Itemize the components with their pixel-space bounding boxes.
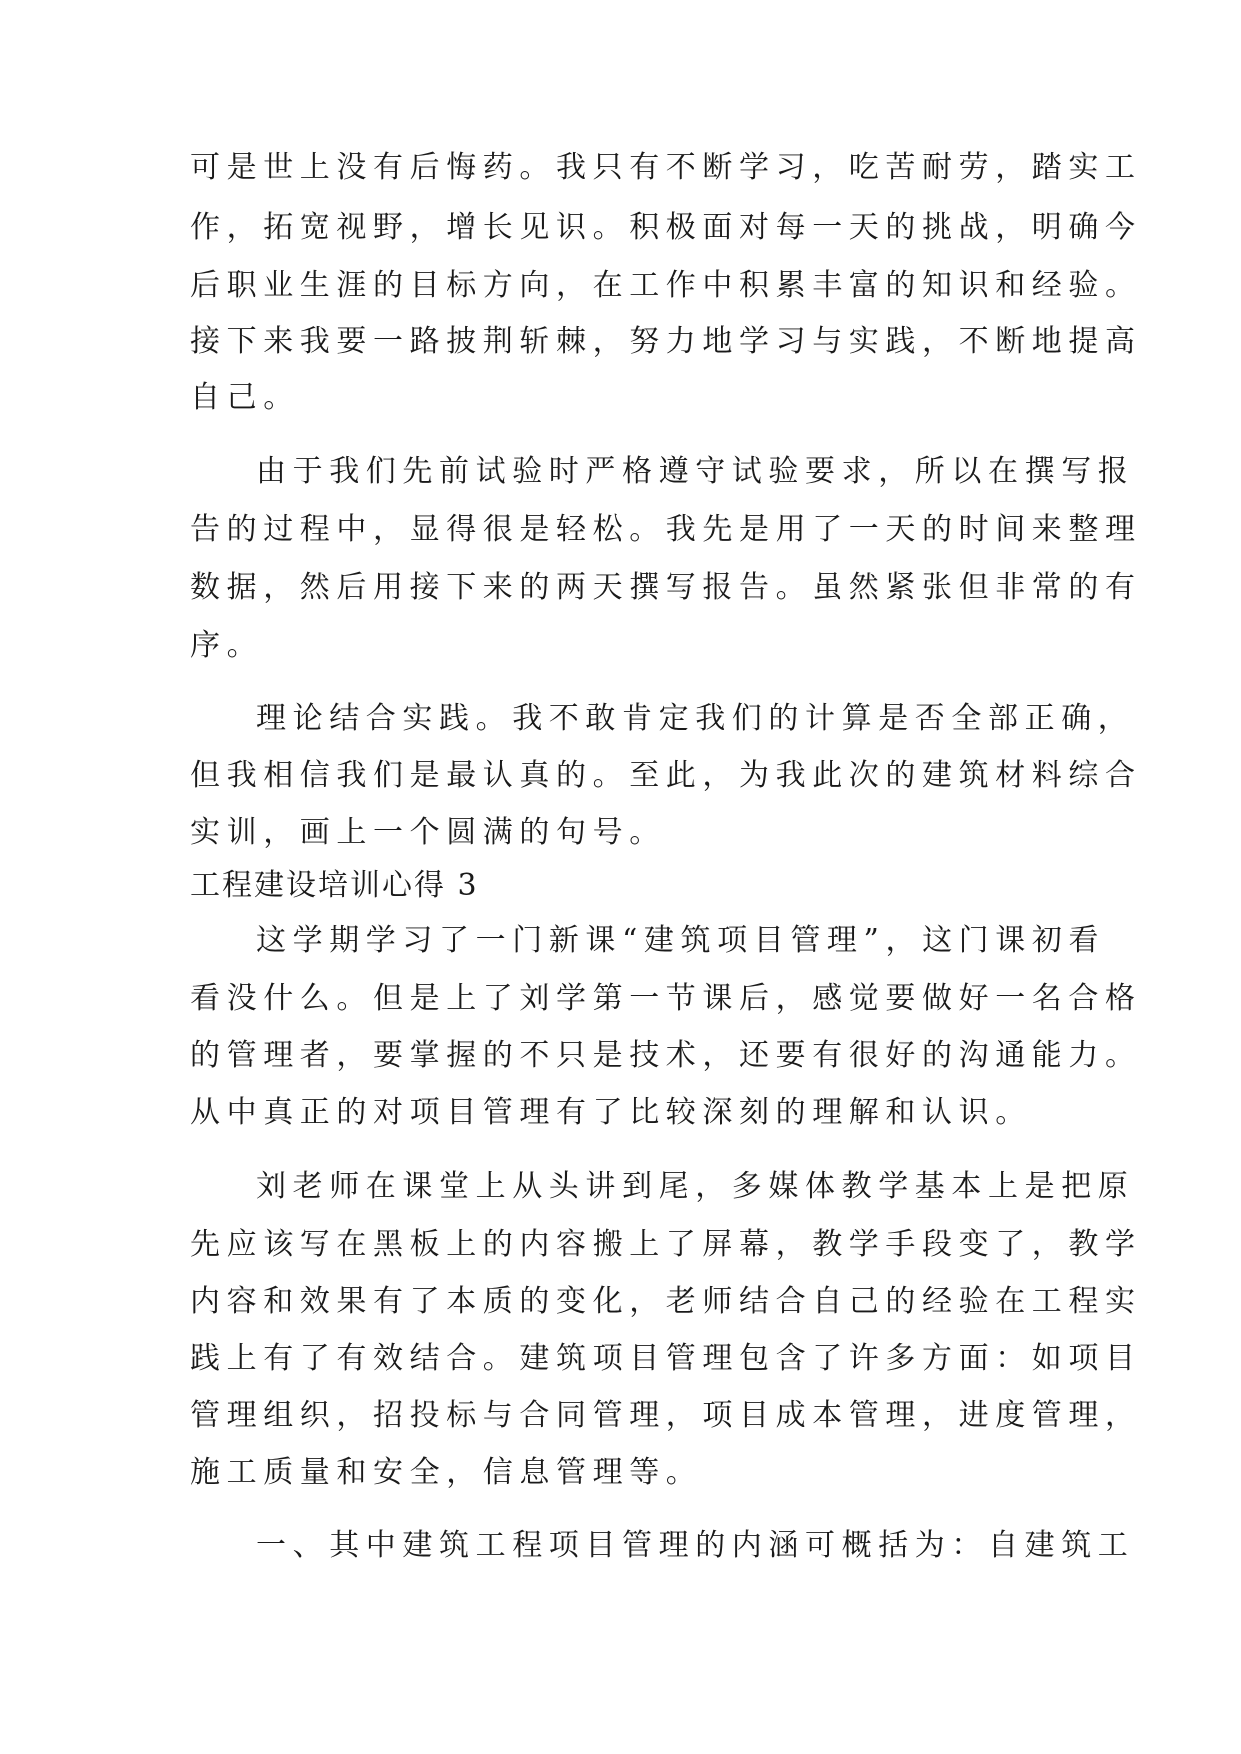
text-line: 后职业生涯的目标方向，在工作中积累丰富的知识和经验。	[190, 268, 1142, 303]
text-line: 管理组织，招投标与合同管理，项目成本管理，进度管理，	[190, 1398, 1142, 1433]
text-line: 实训，画上一个圆满的句号。	[190, 815, 666, 850]
text-line: 接下来我要一路披荆斩棘，努力地学习与实践，不断地提高	[190, 324, 1142, 359]
text-line: 自己。	[190, 380, 300, 415]
text-line: 理论结合实践。我不敢肯定我们的计算是否全部正确，	[256, 701, 1135, 736]
text-line: 这学期学习了一门新课“建筑项目管理”，这门课初看	[256, 923, 1106, 958]
text-line: 作，拓宽视野，增长见识。积极面对每一天的挑战，明确今	[190, 210, 1142, 245]
text-line: 先应该写在黑板上的内容搬上了屏幕，教学手段变了，教学	[190, 1227, 1142, 1262]
text-line: 可是世上没有后悔药。我只有不断学习，吃苦耐劳，踏实工	[190, 150, 1142, 185]
text-line: 看没什么。但是上了刘学第一节课后，感觉要做好一名合格	[190, 981, 1142, 1016]
text-line: 刘老师在课堂上从头讲到尾，多媒体教学基本上是把原	[256, 1169, 1135, 1204]
text-line: 一、其中建筑工程项目管理的内涵可概括为：自建筑工	[256, 1528, 1135, 1563]
text-line: 序。	[190, 628, 264, 663]
text-line: 告的过程中，显得很是轻松。我先是用了一天的时间来整理	[190, 512, 1142, 547]
text-line: 由于我们先前试验时严格遵守试验要求，所以在撰写报	[256, 454, 1135, 489]
text-line: 践上有了有效结合。建筑项目管理包含了许多方面：如项目	[190, 1341, 1142, 1376]
text-line: 数据，然后用接下来的两天撰写报告。虽然紧张但非常的有	[190, 570, 1142, 605]
text-line: 但我相信我们是最认真的。至此，为我此次的建筑材料综合	[190, 758, 1142, 793]
text-line: 施工质量和安全，信息管理等。	[190, 1455, 703, 1490]
text-line: 的管理者，要掌握的不只是技术，还要有很好的沟通能力。	[190, 1038, 1142, 1073]
text-line: 内容和效果有了本质的变化，老师结合自己的经验在工程实	[190, 1284, 1142, 1319]
text-line: 从中真正的对项目管理有了比较深刻的理解和认识。	[190, 1095, 1032, 1130]
section-heading: 工程建设培训心得 3	[190, 868, 479, 903]
